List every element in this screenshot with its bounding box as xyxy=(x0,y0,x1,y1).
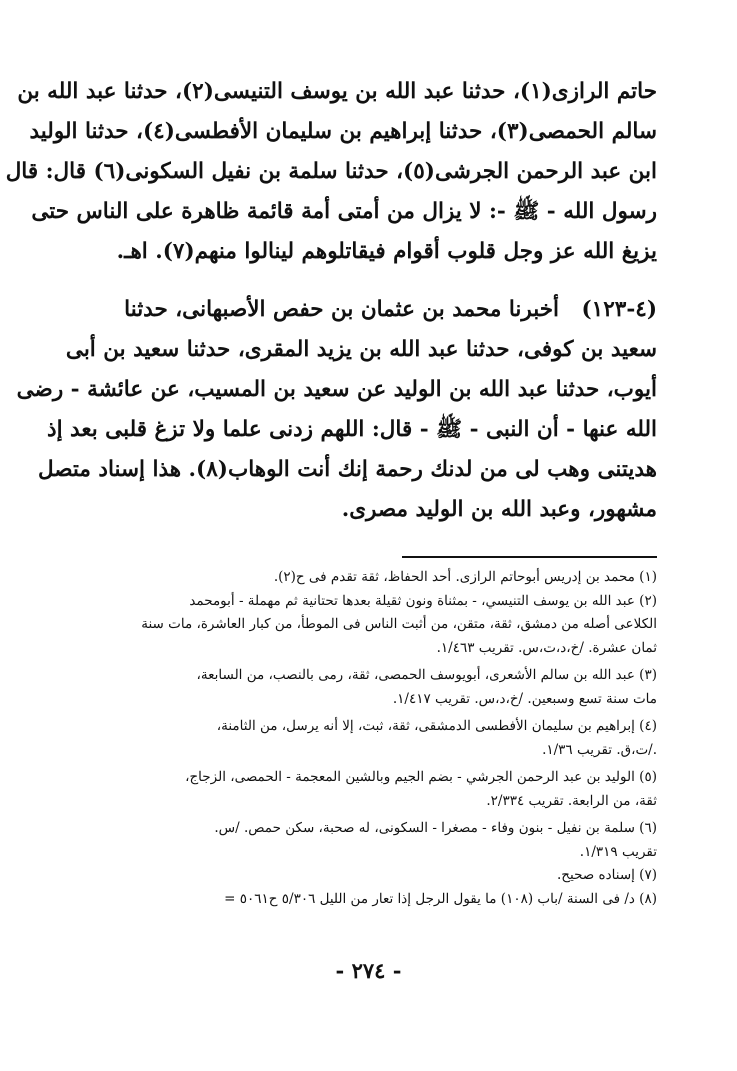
text-line: هديتنى وهب لى من لدنك رحمة إنك أنت الوهاب(٨). هذا إسناد متصل xyxy=(37,457,657,482)
footnote-line: ثقة، من الرابعة. تقريب ٢/٣٣٤. xyxy=(486,792,657,809)
hadith-number: (٤-١٢٣) xyxy=(581,297,657,322)
text-line: سالم الحمصى(٣)، حدثنا إبراهيم بن سليمان الأفطسى(٤)، حدثنا الوليد xyxy=(29,119,657,144)
text-line: أيوب، حدثنا عبد الله بن الوليد عن سعيد بن المسيب، عن عائشة - رضى xyxy=(16,377,657,402)
footnote-line: (٥) الوليد بن عبد الرحمن الجرشي - بضم الجيم وبالشين المعجمة - الحمصى، الزجاج، xyxy=(185,769,657,785)
text-segment: أخبرنا محمد بن عثمان بن حفص الأصبهانى، حدثنا xyxy=(124,297,559,322)
footnotes xyxy=(100,566,657,911)
text-line: يزيغ الله عز وجل قلوب أقوام فيقاتلوهم لينالوا منهم(٧). اهـ. xyxy=(116,239,657,264)
footnote-line: الكلاعى أصله من دمشق، ثقة، متقن، من أثبت الناس فى الموطأ، من كبار العاشرة، مات سنة xyxy=(141,616,657,632)
text-line xyxy=(100,290,657,330)
footnote-line: (٨) د/ فى السنة /باب (١٠٨) ما يقول الرجل إذا تعار من الليل ٥/٣٠٦ ح٥٠٦١ = xyxy=(224,890,657,907)
main-text xyxy=(5,72,657,530)
footnote-line: (٣) عبد الله بن سالم الأشعرى، أبويوسف الحمصى، ثقة، رمى بالنصب، من السابعة، xyxy=(196,667,657,683)
footnote-line: (٢) عبد الله بن يوسف التنيسي، - بمثناة ونون ثقيلة بعدها تحتانية ثم مهملة - أبومحمد xyxy=(189,592,657,609)
page-number: - ٢٧٤ - xyxy=(335,958,402,983)
footnote-line: (٤) إبراهيم بن سليمان الأفطسى الدمشقى، ثقة، ثبت، إلا أنه يرسل، من الثامنة، xyxy=(216,718,657,734)
footnote-line: مات سنة تسع وسبعين. /خ،د،س. تقريب ١/٤١٧. xyxy=(392,690,657,707)
text-line: مشهور، وعبد الله بن الوليد مصرى. xyxy=(341,497,657,522)
footnote-line: (١) محمد بن إدريس أبوحاتم الرازى. أحد الحفاظ، ثقة تقدم فى ح(٢). xyxy=(273,569,657,585)
footnote-line: ثمان عشرة. /خ،د،ت،س. تقريب ١/٤٦٣. xyxy=(436,639,657,656)
footnote-divider xyxy=(402,556,657,558)
text-line: ابن عبد الرحمن الجرشى(٥)، حدثنا سلمة بن نفيل السكونى(٦) قال: قال xyxy=(5,159,657,184)
text-line: الله عنها - أن النبى - ﷺ - قال: اللهم زدنى علما ولا تزغ قلبى بعد إذ xyxy=(47,417,657,442)
text-line: رسول الله - ﷺ -: لا يزال من أمتى أمة قائمة ظاهرة على الناس حتى xyxy=(31,199,657,224)
text-line: حاتم الرازى(١)، حدثنا عبد الله بن يوسف التنيسى(٢)، حدثنا عبد الله بن xyxy=(17,79,657,104)
footnote-line: (٦) سلمة بن نفيل - بنون وفاء - مصغرا - السكونى، له صحبة، سكن حمص. /س. xyxy=(214,820,657,836)
footnote-line: ./ت،ق. تقريب ١/٣٦. xyxy=(542,741,657,758)
text-line: سعيد بن كوفى، حدثنا عبد الله بن يزيد المقرى، حدثنا سعيد بن أبى xyxy=(65,337,657,362)
footnote-line: تقريب ١/٣١٩. xyxy=(579,843,657,860)
footnote-line: (٧) إسناده صحيح. xyxy=(557,867,657,883)
